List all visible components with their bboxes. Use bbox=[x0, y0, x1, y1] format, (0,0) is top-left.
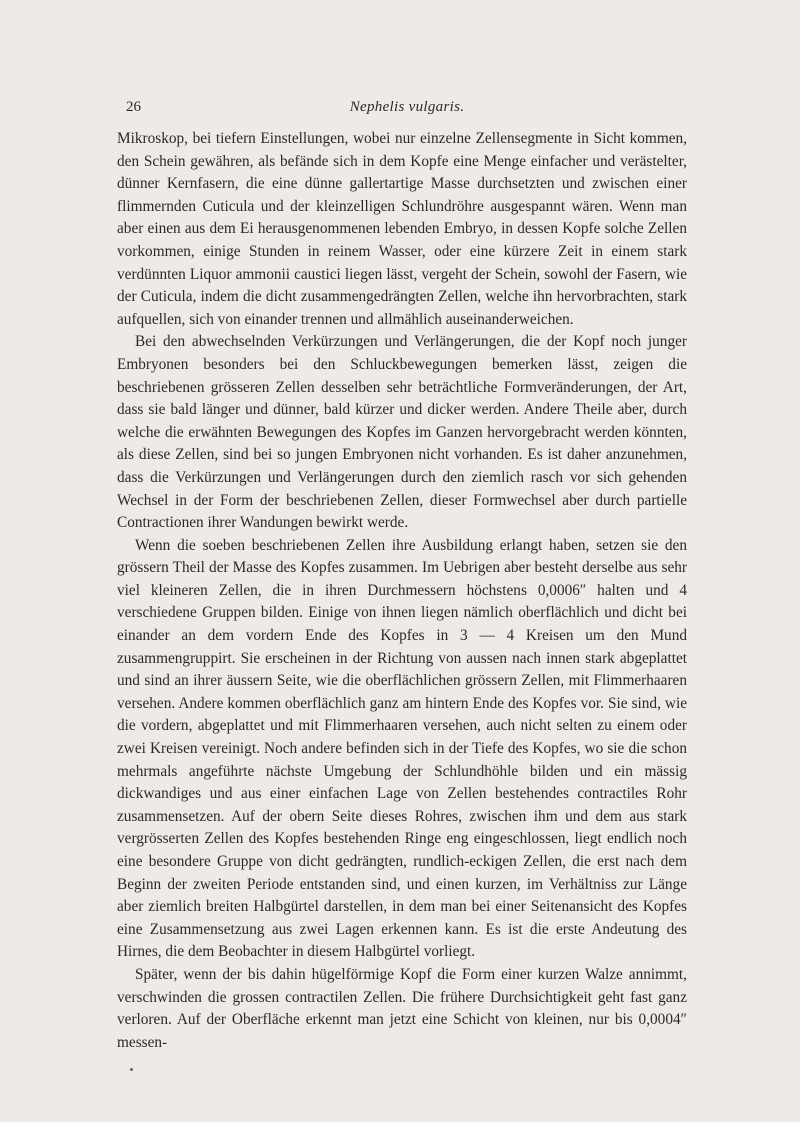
paragraph: Später, wenn der bis dahin hügelförmige Kopf die Form einer kurzen Walze annimmt, verschwinden die grossen contractilen Zellen. Die frühere Durchsichtigkeit geht fast ganz verloren. Auf der Oberfläche erkennt man jetzt eine Schicht von kleinen, nur bis 0,0004″ messen- bbox=[117, 965, 687, 1051]
page-header bbox=[126, 99, 688, 121]
paragraph: Wenn die soeben beschriebenen Zellen ihre Ausbildung erlangt haben, setzen sie den grössern Theil der Masse des Kopfes zusammen. Im Uebrigen aber besteht derselbe aus sehr viel kleineren Zellen, die in ihren Durchmessern höchstens 0,0006″ halten und 4 verschiedene Gruppen bilden. Einige von ihnen liegen nämlich oberflächlich und dicht bei einander an dem vordern Ende des Kopfes in 3 — 4 Kreisen um den Mund zusammengruppirt. Sie erscheinen in der Richtung von aussen nach innen stark abgeplattet und sind an ihrer äussern Seite, wie die oberflächlichen grössern Zellen, mit Flimmerhaaren versehen. Andere kommen oberflächlich ganz am hintern Ende des Kopfes vor. Sie sind, wie die vordern, abgeplattet und mit Flimmerhaaren versehen, auch nicht selten zu einem oder zwei Kreisen vereinigt. Noch andere befinden sich in der Tiefe des Kopfes, wo sie die schon mehrmals angeführte nächste Umgebung der Schlundhöhle bilden und ein mässig dickwandiges und aus einer einfachen Lage von Zellen bestehendes contractiles Rohr zusammensetzen. Auf der obern Seite dieses Rohres, zwischen ihm und dem aus stark vergrösserten Zellen des Kopfes bestehenden Ringe eng eingeschlossen, liegt endlich noch eine besondere Gruppe von dicht gedrängten, rundlich-eckigen Zellen, die erst nach dem Beginn der zweiten Periode entstanden sind, und einen kurzen, im Verhältniss zur Länge aber ziemlich breiten Halbgürtel darstellen, in dem man bei einer Seitenansicht des Kopfes eine Zusammensetzung aus zwei Lagen erkennen kann. Es ist die erste Andeutung des Hirnes, die dem Beobachter in diesem Halbgürtel vorliegt. bbox=[117, 536, 687, 961]
page-number: 26 bbox=[126, 99, 141, 115]
running-title: Nephelis vulgaris. bbox=[349, 99, 465, 115]
body-text bbox=[117, 128, 687, 1054]
paper-speck bbox=[130, 1068, 133, 1071]
paragraph: Bei den abwechselnden Verkürzungen und Verlängerungen, die der Kopf noch junger Embryonen besonders bei den Schluckbewegungen bemerken lässt, zeigen die beschriebenen grösseren Zellen desselben sehr beträchtliche Formveränderungen, der Art, dass sie bald länger und dünner, bald kürzer und dicker werden. Andere Theile aber, durch welche die erwähnten Bewegungen des Kopfes im Ganzen hervorgebracht werden könnten, als diese Zellen, sind bei so jungen Embryonen nicht vorhanden. Es ist daher anzunehmen, dass die Verkürzungen und Verlängerungen durch den ziemlich rasch vor sich gehenden Wechsel in der Form der beschriebenen Zellen, dieser Formwechsel aber durch partielle Contractionen ihrer Wandungen bewirkt werde. bbox=[117, 333, 687, 532]
paragraph: Mikroskop, bei tiefern Einstellungen, wobei nur einzelne Zellensegmente in Sicht kommen, den Schein gewähren, als befände sich in dem Kopfe eine Menge einfacher und verästelter, dünner Kernfasern, die eine dünne gallertartige Masse durchsetzten und zwischen einer flimmernden Cuticula und der kleinzelligen Schlundröhre ausgespannt wären. Wenn man aber einen aus dem Ei herausgenommenen lebenden Embryo, in dessen Kopfe solche Zellen vorkommen, einige Stunden in reinem Wasser, oder eine kürzere Zeit in einem stark verdünnten Liquor ammonii caustici liegen lässt, vergeht der Schein, sowohl der Fasern, wie der Cuticula, indem die dicht zusammengedrängten Zellen, welche ihn hervorbrachten, stark aufquellen, sich von einander trennen und allmählich auseinanderweichen. bbox=[117, 130, 687, 328]
